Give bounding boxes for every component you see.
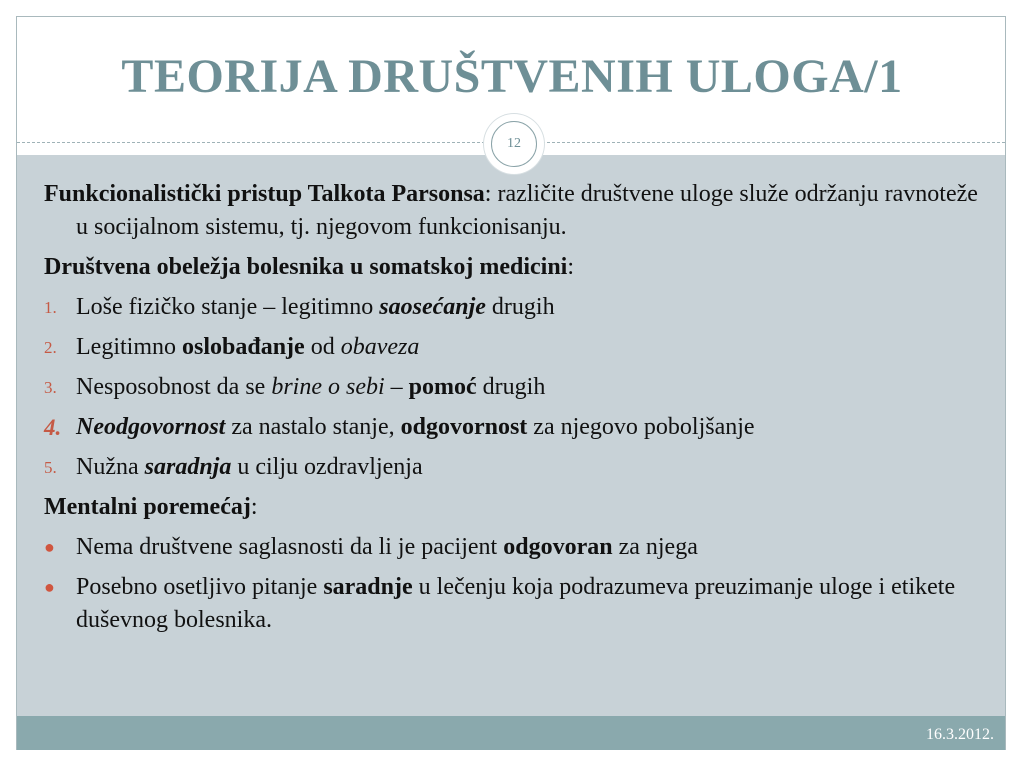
list-item-text: [76, 371, 979, 404]
text-fragment: Nesposobnost da se: [76, 374, 272, 400]
bullet-dot-icon: ●: [44, 537, 55, 557]
text-fragment: za njega: [612, 534, 698, 560]
page-number: 12: [491, 121, 537, 167]
list-item-2: [44, 331, 979, 364]
list-item-text: [76, 291, 979, 324]
mental-heading: Mentalni poremećaj: [44, 494, 251, 520]
paragraph-mental: [44, 491, 979, 524]
slide-body: [44, 178, 979, 644]
text-fragment: Nužna: [76, 454, 145, 480]
text-fragment: Nema društvene saglasnosti da li je pacijent: [76, 534, 504, 560]
bullet-item-text: [76, 531, 979, 564]
bullet-item-1: [44, 531, 979, 564]
bold-term: oslobađanje: [181, 334, 305, 360]
text-fragment: Legitimno: [76, 334, 182, 360]
text-fragment: Loše fizičko stanje – legitimno: [76, 294, 380, 320]
paragraph-parsons: [44, 178, 979, 244]
list-item-3: [44, 371, 979, 404]
text-fragment: u lečenju koja podrazumeva preuzimanje uloge i etikete duševnog bolesnika.: [76, 574, 956, 633]
list-item-text: [76, 411, 979, 444]
slide-date: 16.3.2012.: [926, 726, 994, 743]
bold-term: saradnje: [323, 574, 413, 600]
list-item-1: [44, 291, 979, 324]
list-item-text: [76, 331, 979, 364]
text-fragment: –: [384, 374, 409, 400]
list-item-4: [44, 411, 979, 444]
list-number: 1.: [44, 298, 57, 317]
somatic-heading: Društvena obeležja bolesnika u somatskoj medicini: [44, 254, 568, 280]
text-fragment: drugih: [485, 294, 555, 320]
page-number-badge: [484, 114, 544, 174]
text-fragment: za nastalo stanje,: [225, 414, 401, 440]
list-number: 5.: [44, 458, 57, 477]
emphasis: saosećanje: [379, 294, 486, 320]
bullet-dot-icon: ●: [44, 577, 55, 597]
italic-term: brine o sebi: [271, 374, 385, 400]
list-item-text: [76, 451, 979, 484]
list-number: 3.: [44, 378, 57, 397]
somatic-colon: :: [567, 254, 575, 280]
paragraph-somatic: [44, 251, 979, 284]
list-item-5: [44, 451, 979, 484]
emphasis: Neodgovornost: [76, 414, 226, 440]
bold-term: odgovornost: [400, 414, 528, 440]
bold-term: pomoć: [408, 374, 477, 400]
bullet-item-text: [76, 571, 979, 637]
text-fragment: Posebno osetljivo pitanje: [76, 574, 324, 600]
parsons-heading: Funkcionalistički pristup Talkota Parsonsa: [44, 181, 485, 207]
slide-title: TEORIJA DRUŠTVENIH ULOGA/1: [121, 50, 903, 103]
text-fragment: drugih: [476, 374, 546, 400]
text-fragment: od: [304, 334, 341, 360]
emphasis: saradnja: [144, 454, 232, 480]
bold-term: odgovoran: [503, 534, 613, 560]
list-number: 2.: [44, 338, 57, 357]
footer-band: [17, 716, 1005, 750]
mental-colon: :: [250, 494, 258, 520]
list-number: 4.: [44, 415, 62, 440]
parsons-text: : različite društvene uloge služe održanju ravnoteže u socijalnom sistemu, tj. njegovom funkcionisanju.: [76, 181, 978, 240]
italic-term: obaveza: [340, 334, 420, 360]
bullet-item-2: [44, 571, 979, 637]
text-fragment: u cilju ozdravljenja: [231, 454, 423, 480]
text-fragment: za njegovo poboljšanje: [527, 414, 755, 440]
